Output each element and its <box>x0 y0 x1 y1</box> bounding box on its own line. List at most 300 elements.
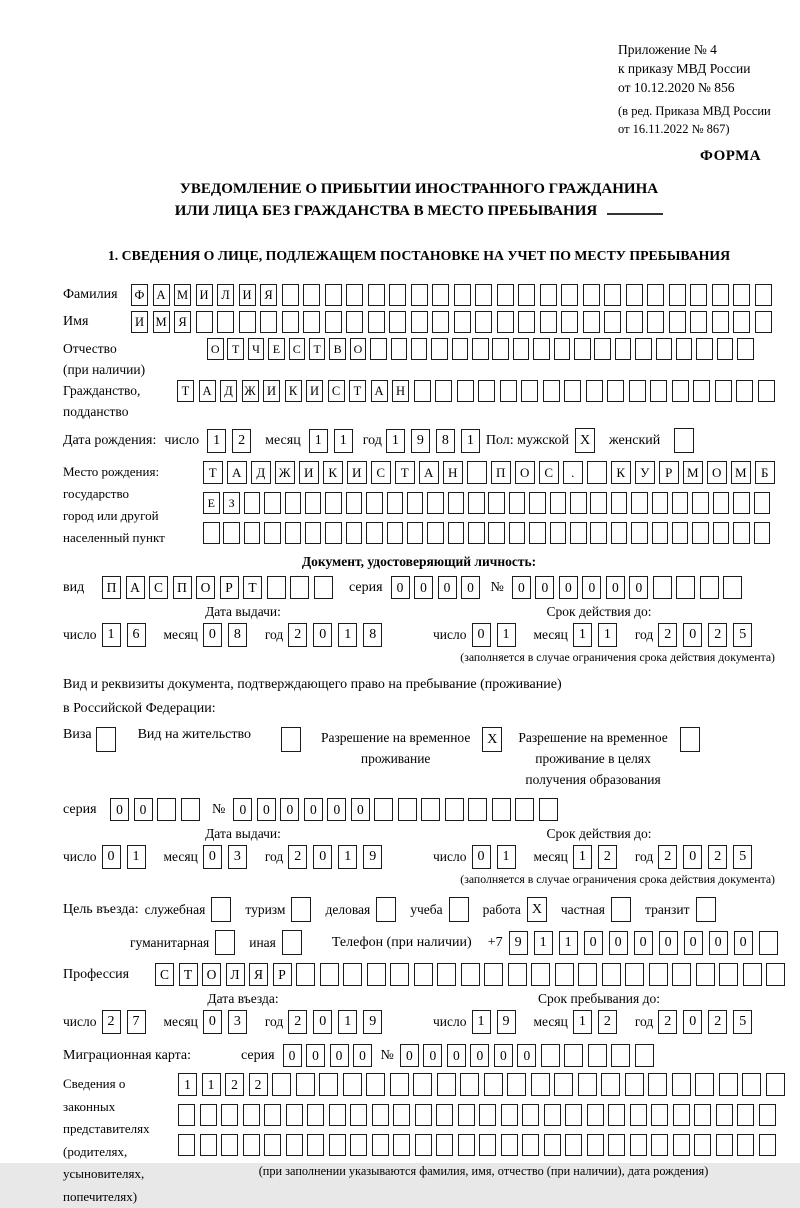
char-cell[interactable]: 1 <box>102 623 121 647</box>
purpose-checkbox[interactable] <box>211 897 231 922</box>
char-cell[interactable]: 0 <box>438 576 457 599</box>
char-cell[interactable] <box>766 963 785 986</box>
char-cell[interactable]: 2 <box>658 845 677 869</box>
char-cell[interactable] <box>244 492 261 514</box>
char-cell[interactable]: 0 <box>559 576 578 599</box>
char-cell[interactable] <box>372 1104 389 1126</box>
char-cell[interactable] <box>607 380 624 402</box>
char-cell[interactable] <box>635 1044 654 1067</box>
char-cell[interactable] <box>743 963 762 986</box>
char-cell[interactable] <box>431 338 448 360</box>
char-cell[interactable]: Ф <box>131 284 148 306</box>
char-cell[interactable]: Ж <box>275 461 295 484</box>
char-cell[interactable]: 7 <box>127 1010 146 1034</box>
purpose-checkbox[interactable] <box>291 897 311 922</box>
purpose-checkbox[interactable] <box>215 930 235 955</box>
char-cell[interactable] <box>484 963 503 986</box>
char-cell[interactable] <box>737 338 754 360</box>
char-cell[interactable]: Т <box>179 963 198 986</box>
char-cell[interactable] <box>715 380 732 402</box>
char-cell[interactable]: В <box>329 338 346 360</box>
char-cell[interactable]: 5 <box>733 1010 752 1034</box>
char-cell[interactable] <box>673 1134 690 1156</box>
char-cell[interactable]: Т <box>203 461 223 484</box>
char-cell[interactable] <box>742 1073 761 1096</box>
char-cell[interactable] <box>550 522 567 544</box>
char-cell[interactable] <box>615 338 632 360</box>
char-cell[interactable] <box>676 576 695 599</box>
char-cell[interactable] <box>484 1073 503 1096</box>
char-cell[interactable]: 1 <box>598 623 617 647</box>
char-cell[interactable]: 0 <box>304 798 323 821</box>
char-cell[interactable] <box>411 311 428 333</box>
char-cell[interactable]: Т <box>395 461 415 484</box>
char-cell[interactable] <box>508 963 527 986</box>
char-cell[interactable] <box>544 1104 561 1126</box>
char-cell[interactable]: М <box>683 461 703 484</box>
sex-female-checkbox[interactable] <box>674 428 694 453</box>
char-cell[interactable] <box>492 798 511 821</box>
char-cell[interactable] <box>413 1073 432 1096</box>
char-cell[interactable] <box>733 492 750 514</box>
char-cell[interactable]: 0 <box>582 576 601 599</box>
char-cell[interactable]: 0 <box>203 1010 222 1034</box>
char-cell[interactable] <box>435 380 452 402</box>
char-cell[interactable]: 0 <box>313 623 332 647</box>
char-cell[interactable] <box>570 492 587 514</box>
char-cell[interactable]: О <box>207 338 224 360</box>
char-cell[interactable] <box>467 461 487 484</box>
char-cell[interactable] <box>755 311 772 333</box>
char-cell[interactable]: И <box>239 284 256 306</box>
char-cell[interactable]: М <box>174 284 191 306</box>
char-cell[interactable]: 0 <box>353 1044 372 1067</box>
char-cell[interactable]: 0 <box>683 845 702 869</box>
char-cell[interactable]: 2 <box>249 1073 268 1096</box>
char-cell[interactable] <box>264 1134 281 1156</box>
char-cell[interactable] <box>611 1044 630 1067</box>
char-cell[interactable]: Р <box>659 461 679 484</box>
char-cell[interactable] <box>296 963 315 986</box>
char-cell[interactable] <box>531 963 550 986</box>
char-cell[interactable] <box>374 798 393 821</box>
char-cell[interactable] <box>652 492 669 514</box>
char-cell[interactable] <box>325 311 342 333</box>
char-cell[interactable] <box>325 284 342 306</box>
char-cell[interactable] <box>648 1073 667 1096</box>
char-cell[interactable] <box>501 1134 518 1156</box>
char-cell[interactable] <box>601 1073 620 1096</box>
char-cell[interactable]: 3 <box>228 845 247 869</box>
char-cell[interactable] <box>366 1073 385 1096</box>
char-cell[interactable]: Ч <box>248 338 265 360</box>
purpose-checkbox[interactable]: X <box>527 897 547 922</box>
char-cell[interactable] <box>437 1073 456 1096</box>
char-cell[interactable] <box>737 1134 754 1156</box>
char-cell[interactable] <box>181 798 200 821</box>
char-cell[interactable] <box>472 338 489 360</box>
char-cell[interactable]: 2 <box>598 845 617 869</box>
char-cell[interactable]: Я <box>174 311 191 333</box>
visa-checkbox[interactable] <box>96 727 116 752</box>
char-cell[interactable] <box>692 522 709 544</box>
char-cell[interactable] <box>647 311 664 333</box>
char-cell[interactable] <box>696 338 713 360</box>
char-cell[interactable]: 0 <box>102 845 121 869</box>
char-cell[interactable]: Б <box>755 461 775 484</box>
char-cell[interactable] <box>427 492 444 514</box>
char-cell[interactable]: К <box>323 461 343 484</box>
char-cell[interactable] <box>346 284 363 306</box>
edu-permit-checkbox[interactable] <box>680 727 700 752</box>
char-cell[interactable] <box>370 338 387 360</box>
char-cell[interactable] <box>604 284 621 306</box>
char-cell[interactable]: 0 <box>330 1044 349 1067</box>
char-cell[interactable] <box>389 311 406 333</box>
char-cell[interactable]: 1 <box>497 623 516 647</box>
char-cell[interactable]: 0 <box>134 798 153 821</box>
char-cell[interactable]: 0 <box>472 623 491 647</box>
char-cell[interactable] <box>407 492 424 514</box>
char-cell[interactable] <box>611 522 628 544</box>
char-cell[interactable] <box>602 963 621 986</box>
char-cell[interactable]: 0 <box>423 1044 442 1067</box>
char-cell[interactable]: 0 <box>306 1044 325 1067</box>
char-cell[interactable]: 1 <box>497 845 516 869</box>
char-cell[interactable] <box>550 492 567 514</box>
char-cell[interactable] <box>243 1104 260 1126</box>
char-cell[interactable]: 0 <box>283 1044 302 1067</box>
char-cell[interactable]: С <box>328 380 345 402</box>
char-cell[interactable]: 2 <box>102 1010 121 1034</box>
char-cell[interactable] <box>264 492 281 514</box>
char-cell[interactable]: 0 <box>684 931 703 955</box>
char-cell[interactable]: 2 <box>658 623 677 647</box>
char-cell[interactable] <box>570 522 587 544</box>
char-cell[interactable]: 2 <box>598 1010 617 1034</box>
char-cell[interactable] <box>421 798 440 821</box>
char-cell[interactable] <box>513 338 530 360</box>
char-cell[interactable] <box>695 1073 714 1096</box>
char-cell[interactable] <box>346 492 363 514</box>
char-cell[interactable] <box>656 338 673 360</box>
char-cell[interactable] <box>561 284 578 306</box>
char-cell[interactable] <box>716 1104 733 1126</box>
char-cell[interactable]: Е <box>268 338 285 360</box>
char-cell[interactable]: С <box>289 338 306 360</box>
char-cell[interactable] <box>588 1044 607 1067</box>
char-cell[interactable] <box>673 1104 690 1126</box>
char-cell[interactable] <box>676 338 693 360</box>
char-cell[interactable] <box>393 1104 410 1126</box>
char-cell[interactable]: 1 <box>334 429 353 453</box>
char-cell[interactable]: А <box>126 576 145 599</box>
char-cell[interactable] <box>303 311 320 333</box>
char-cell[interactable] <box>531 1073 550 1096</box>
char-cell[interactable]: 1 <box>127 845 146 869</box>
char-cell[interactable] <box>631 492 648 514</box>
char-cell[interactable] <box>432 284 449 306</box>
char-cell[interactable] <box>468 492 485 514</box>
char-cell[interactable] <box>411 284 428 306</box>
char-cell[interactable] <box>625 1073 644 1096</box>
char-cell[interactable] <box>203 522 220 544</box>
char-cell[interactable] <box>452 338 469 360</box>
char-cell[interactable] <box>329 1104 346 1126</box>
char-cell[interactable] <box>200 1104 217 1126</box>
char-cell[interactable] <box>690 284 707 306</box>
purpose-checkbox[interactable] <box>696 897 716 922</box>
char-cell[interactable]: А <box>419 461 439 484</box>
char-cell[interactable] <box>448 492 465 514</box>
char-cell[interactable] <box>651 1134 668 1156</box>
char-cell[interactable]: А <box>227 461 247 484</box>
char-cell[interactable] <box>368 311 385 333</box>
char-cell[interactable] <box>436 1104 453 1126</box>
char-cell[interactable]: Т <box>349 380 366 402</box>
char-cell[interactable] <box>608 1104 625 1126</box>
char-cell[interactable]: Т <box>309 338 326 360</box>
char-cell[interactable] <box>690 311 707 333</box>
char-cell[interactable] <box>415 1134 432 1156</box>
char-cell[interactable] <box>488 492 505 514</box>
char-cell[interactable] <box>604 311 621 333</box>
char-cell[interactable] <box>445 798 464 821</box>
char-cell[interactable] <box>217 311 234 333</box>
char-cell[interactable]: 0 <box>280 798 299 821</box>
char-cell[interactable]: И <box>196 284 213 306</box>
char-cell[interactable] <box>723 576 742 599</box>
purpose-checkbox[interactable] <box>449 897 469 922</box>
char-cell[interactable] <box>694 1134 711 1156</box>
char-cell[interactable] <box>393 1134 410 1156</box>
char-cell[interactable] <box>564 1044 583 1067</box>
char-cell[interactable]: 0 <box>734 931 753 955</box>
char-cell[interactable]: О <box>202 963 221 986</box>
char-cell[interactable] <box>564 380 581 402</box>
char-cell[interactable] <box>479 1134 496 1156</box>
char-cell[interactable] <box>515 798 534 821</box>
char-cell[interactable]: 1 <box>573 623 592 647</box>
char-cell[interactable] <box>286 1134 303 1156</box>
char-cell[interactable]: 1 <box>386 429 405 453</box>
char-cell[interactable] <box>509 492 526 514</box>
char-cell[interactable]: 8 <box>228 623 247 647</box>
char-cell[interactable] <box>500 380 517 402</box>
char-cell[interactable]: 9 <box>497 1010 516 1034</box>
char-cell[interactable] <box>367 963 386 986</box>
char-cell[interactable] <box>694 1104 711 1126</box>
char-cell[interactable] <box>475 284 492 306</box>
char-cell[interactable] <box>296 1073 315 1096</box>
char-cell[interactable] <box>539 798 558 821</box>
char-cell[interactable] <box>652 522 669 544</box>
char-cell[interactable] <box>630 1134 647 1156</box>
char-cell[interactable]: 1 <box>178 1073 197 1096</box>
char-cell[interactable]: 2 <box>225 1073 244 1096</box>
char-cell[interactable] <box>427 522 444 544</box>
char-cell[interactable] <box>414 380 431 402</box>
char-cell[interactable]: 0 <box>470 1044 489 1067</box>
char-cell[interactable]: Я <box>249 963 268 986</box>
char-cell[interactable] <box>626 284 643 306</box>
char-cell[interactable]: 2 <box>658 1010 677 1034</box>
purpose-checkbox[interactable] <box>282 930 302 955</box>
char-cell[interactable] <box>712 284 729 306</box>
char-cell[interactable]: 1 <box>573 845 592 869</box>
char-cell[interactable]: К <box>285 380 302 402</box>
char-cell[interactable] <box>223 522 240 544</box>
char-cell[interactable]: 0 <box>203 623 222 647</box>
char-cell[interactable] <box>713 522 730 544</box>
char-cell[interactable]: 0 <box>233 798 252 821</box>
char-cell[interactable] <box>157 798 176 821</box>
char-cell[interactable] <box>488 522 505 544</box>
char-cell[interactable] <box>736 380 753 402</box>
char-cell[interactable]: С <box>149 576 168 599</box>
char-cell[interactable] <box>696 963 715 986</box>
char-cell[interactable]: К <box>611 461 631 484</box>
char-cell[interactable] <box>713 492 730 514</box>
char-cell[interactable] <box>555 963 574 986</box>
char-cell[interactable] <box>578 1073 597 1096</box>
char-cell[interactable]: Д <box>251 461 271 484</box>
char-cell[interactable] <box>390 1073 409 1096</box>
char-cell[interactable]: 1 <box>573 1010 592 1034</box>
char-cell[interactable] <box>544 1134 561 1156</box>
char-cell[interactable] <box>522 1134 539 1156</box>
char-cell[interactable] <box>583 284 600 306</box>
char-cell[interactable] <box>372 1134 389 1156</box>
char-cell[interactable] <box>529 492 546 514</box>
char-cell[interactable] <box>468 798 487 821</box>
char-cell[interactable] <box>458 1134 475 1156</box>
char-cell[interactable]: 0 <box>609 931 628 955</box>
char-cell[interactable] <box>540 284 557 306</box>
char-cell[interactable]: 0 <box>447 1044 466 1067</box>
char-cell[interactable]: Л <box>226 963 245 986</box>
char-cell[interactable] <box>587 461 607 484</box>
purpose-checkbox[interactable] <box>611 897 631 922</box>
char-cell[interactable] <box>454 284 471 306</box>
char-cell[interactable] <box>759 1134 776 1156</box>
char-cell[interactable] <box>390 963 409 986</box>
char-cell[interactable] <box>343 963 362 986</box>
char-cell[interactable] <box>411 338 428 360</box>
char-cell[interactable] <box>457 380 474 402</box>
char-cell[interactable] <box>693 380 710 402</box>
char-cell[interactable] <box>264 522 281 544</box>
char-cell[interactable]: 2 <box>708 623 727 647</box>
char-cell[interactable] <box>391 338 408 360</box>
char-cell[interactable] <box>590 492 607 514</box>
residence-permit-checkbox[interactable] <box>281 727 301 752</box>
char-cell[interactable] <box>178 1134 195 1156</box>
char-cell[interactable]: 8 <box>363 623 382 647</box>
char-cell[interactable] <box>712 311 729 333</box>
char-cell[interactable]: 0 <box>584 931 603 955</box>
char-cell[interactable] <box>509 522 526 544</box>
char-cell[interactable] <box>754 492 771 514</box>
char-cell[interactable]: Е <box>203 492 220 514</box>
char-cell[interactable] <box>608 1134 625 1156</box>
char-cell[interactable] <box>672 1073 691 1096</box>
char-cell[interactable] <box>307 1134 324 1156</box>
char-cell[interactable]: Л <box>217 284 234 306</box>
char-cell[interactable]: 1 <box>338 623 357 647</box>
char-cell[interactable]: И <box>299 461 319 484</box>
char-cell[interactable] <box>200 1134 217 1156</box>
char-cell[interactable] <box>319 1073 338 1096</box>
char-cell[interactable]: 1 <box>338 845 357 869</box>
char-cell[interactable] <box>650 380 667 402</box>
char-cell[interactable] <box>350 1104 367 1126</box>
char-cell[interactable]: 0 <box>203 845 222 869</box>
char-cell[interactable] <box>635 338 652 360</box>
char-cell[interactable] <box>716 1134 733 1156</box>
sex-male-checkbox[interactable]: X <box>575 428 595 453</box>
char-cell[interactable] <box>518 311 535 333</box>
char-cell[interactable]: 1 <box>559 931 578 955</box>
char-cell[interactable]: 0 <box>257 798 276 821</box>
char-cell[interactable] <box>574 338 591 360</box>
char-cell[interactable] <box>458 1104 475 1126</box>
char-cell[interactable]: П <box>491 461 511 484</box>
char-cell[interactable] <box>565 1104 582 1126</box>
char-cell[interactable] <box>672 963 691 986</box>
char-cell[interactable]: 9 <box>411 429 430 453</box>
char-cell[interactable]: У <box>635 461 655 484</box>
char-cell[interactable]: 0 <box>391 576 410 599</box>
char-cell[interactable] <box>759 1104 776 1126</box>
char-cell[interactable]: 1 <box>461 429 480 453</box>
char-cell[interactable] <box>366 522 383 544</box>
char-cell[interactable] <box>282 284 299 306</box>
char-cell[interactable]: Р <box>273 963 292 986</box>
char-cell[interactable]: 6 <box>127 623 146 647</box>
char-cell[interactable]: Н <box>443 461 463 484</box>
char-cell[interactable] <box>578 963 597 986</box>
char-cell[interactable]: А <box>371 380 388 402</box>
char-cell[interactable] <box>590 522 607 544</box>
char-cell[interactable] <box>267 576 286 599</box>
char-cell[interactable] <box>285 492 302 514</box>
char-cell[interactable] <box>346 522 363 544</box>
char-cell[interactable] <box>196 311 213 333</box>
char-cell[interactable] <box>479 1104 496 1126</box>
char-cell[interactable]: 1 <box>534 931 553 955</box>
char-cell[interactable]: 0 <box>606 576 625 599</box>
char-cell[interactable] <box>178 1104 195 1126</box>
char-cell[interactable] <box>436 1134 453 1156</box>
char-cell[interactable] <box>329 1134 346 1156</box>
char-cell[interactable]: 9 <box>363 1010 382 1034</box>
char-cell[interactable] <box>649 963 668 986</box>
char-cell[interactable] <box>518 284 535 306</box>
char-cell[interactable] <box>305 522 322 544</box>
char-cell[interactable] <box>631 522 648 544</box>
char-cell[interactable] <box>264 1104 281 1126</box>
char-cell[interactable] <box>415 1104 432 1126</box>
char-cell[interactable] <box>307 1104 324 1126</box>
char-cell[interactable]: 1 <box>338 1010 357 1034</box>
char-cell[interactable]: 2 <box>232 429 251 453</box>
char-cell[interactable]: 0 <box>512 576 531 599</box>
char-cell[interactable] <box>461 963 480 986</box>
char-cell[interactable] <box>497 311 514 333</box>
char-cell[interactable] <box>387 492 404 514</box>
char-cell[interactable] <box>432 311 449 333</box>
